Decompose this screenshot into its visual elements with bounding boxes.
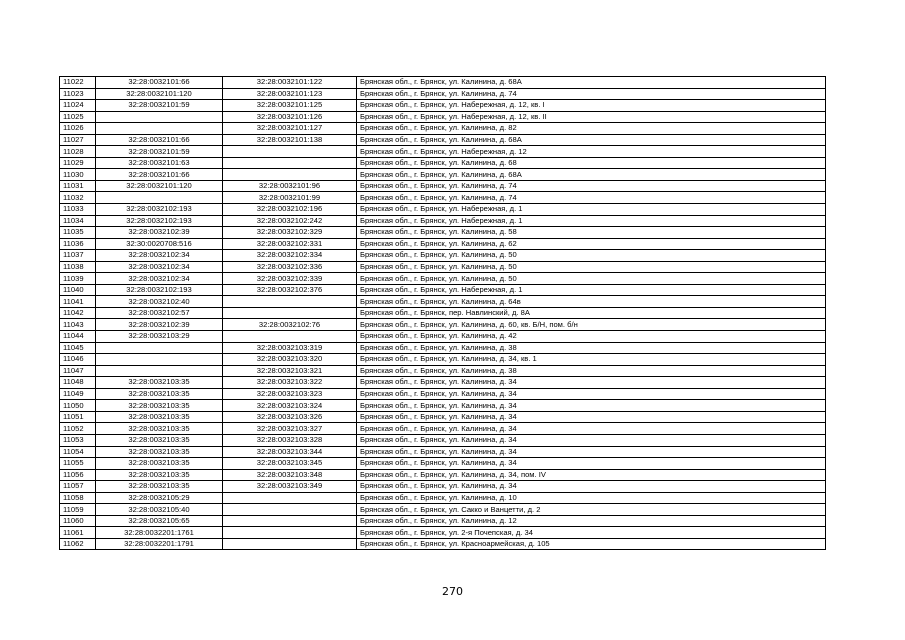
address-cell: Брянская обл., г. Брянск, ул. Набережная, д. 12, кв. II: [357, 111, 826, 123]
address-cell: Брянская обл., г. Брянск, ул. Набережная, д. 1: [357, 284, 826, 296]
row-number-cell: 11039: [60, 273, 96, 285]
address-cell: Брянская обл., г. Брянск, ул. Калинина, д. 38: [357, 342, 826, 354]
row-number-cell: 11050: [60, 400, 96, 412]
object-number-cell: [223, 157, 357, 169]
object-number-cell: 32:28:0032101:96: [223, 180, 357, 192]
address-cell: Брянская обл., г. Брянск, ул. Калинина, д. 34: [357, 423, 826, 435]
address-cell: Брянская обл., г. Брянск, ул. Калинина, д. 68А: [357, 169, 826, 181]
row-number-cell: 11043: [60, 319, 96, 331]
object-number-cell: 32:28:0032101:122: [223, 77, 357, 89]
cadastral-number-cell: 32:28:0032103:35: [96, 377, 223, 389]
address-cell: Брянская обл., г. Брянск, ул. Набережная, д. 12: [357, 146, 826, 158]
page-number: 270: [442, 585, 463, 598]
row-number-cell: 11040: [60, 284, 96, 296]
address-cell: Брянская обл., г. Брянск, ул. Калинина, д. 62: [357, 238, 826, 250]
table-row: [60, 261, 826, 273]
table-row: [60, 123, 826, 135]
cadastral-number-cell: [96, 365, 223, 377]
object-number-cell: [223, 538, 357, 550]
object-number-cell: 32:28:0032103:322: [223, 377, 357, 389]
address-cell: Брянская обл., г. Брянск, ул. Калинина, д. 68А: [357, 134, 826, 146]
object-number-cell: 32:28:0032102:336: [223, 261, 357, 273]
cadastral-number-cell: 32:28:0032101:120: [96, 88, 223, 100]
cadastral-number-cell: 32:28:0032101:66: [96, 77, 223, 89]
address-cell: Брянская обл., г. Брянск, ул. Калинина, д. 68: [357, 157, 826, 169]
address-cell: Брянская обл., г. Брянск, ул. Калинина, д. 34: [357, 388, 826, 400]
address-cell: Брянская обл., г. Брянск, ул. Калинина, д. 50: [357, 273, 826, 285]
table-row: [60, 169, 826, 181]
table-row: [60, 365, 826, 377]
table-row: [60, 504, 826, 516]
table-row: [60, 331, 826, 343]
table-row: [60, 434, 826, 446]
row-number-cell: 11041: [60, 296, 96, 308]
address-cell: Брянская обл., г. Брянск, ул. Калинина, д. 34: [357, 434, 826, 446]
table-row: [60, 423, 826, 435]
object-number-cell: [223, 515, 357, 527]
row-number-cell: 11054: [60, 446, 96, 458]
cadastral-number-cell: 32:28:0032103:35: [96, 446, 223, 458]
row-number-cell: 11048: [60, 377, 96, 389]
table-row: [60, 215, 826, 227]
object-number-cell: 32:28:0032103:327: [223, 423, 357, 435]
object-number-cell: 32:28:0032102:331: [223, 238, 357, 250]
row-number-cell: 11033: [60, 204, 96, 216]
object-number-cell: [223, 527, 357, 539]
cadastral-number-cell: 32:28:0032105:29: [96, 492, 223, 504]
row-number-cell: 11042: [60, 307, 96, 319]
address-cell: Брянская обл., г. Брянск, ул. Калинина, д. 74: [357, 192, 826, 204]
row-number-cell: 11047: [60, 365, 96, 377]
table-row: [60, 134, 826, 146]
object-number-cell: [223, 169, 357, 181]
address-cell: Брянская обл., г. Брянск, ул. 2-я Почепская, д. 34: [357, 527, 826, 539]
address-cell: Брянская обл., г. Брянск, ул. Набережная, д. 1: [357, 215, 826, 227]
row-number-cell: 11029: [60, 157, 96, 169]
cadastral-number-cell: 32:28:0032102:193: [96, 204, 223, 216]
row-number-cell: 11032: [60, 192, 96, 204]
object-number-cell: 32:28:0032102:376: [223, 284, 357, 296]
cadastral-number-cell: 32:28:0032101:66: [96, 134, 223, 146]
row-number-cell: 11060: [60, 515, 96, 527]
table-row: [60, 146, 826, 158]
table-row: [60, 238, 826, 250]
row-number-cell: 11024: [60, 100, 96, 112]
cadastral-number-cell: 32:28:0032101:66: [96, 169, 223, 181]
table-row: [60, 527, 826, 539]
row-number-cell: 11023: [60, 88, 96, 100]
object-number-cell: 32:28:0032102:242: [223, 215, 357, 227]
object-number-cell: 32:28:0032103:323: [223, 388, 357, 400]
table-row: [60, 157, 826, 169]
row-number-cell: 11051: [60, 411, 96, 423]
object-number-cell: 32:28:0032101:99: [223, 192, 357, 204]
row-number-cell: 11056: [60, 469, 96, 481]
object-number-cell: 32:28:0032103:326: [223, 411, 357, 423]
table-row: [60, 411, 826, 423]
table-row: [60, 319, 826, 331]
object-number-cell: 32:28:0032101:127: [223, 123, 357, 135]
cadastral-number-cell: 32:28:0032101:120: [96, 180, 223, 192]
cadastral-number-cell: 32:28:0032103:35: [96, 469, 223, 481]
object-number-cell: [223, 331, 357, 343]
cadastral-number-cell: 32:28:0032103:29: [96, 331, 223, 343]
row-number-cell: 11028: [60, 146, 96, 158]
table-row: [60, 250, 826, 262]
register-table: [59, 76, 826, 550]
cadastral-number-cell: [96, 354, 223, 366]
table-row: [60, 469, 826, 481]
object-number-cell: 32:28:0032103:349: [223, 481, 357, 493]
table-row: [60, 204, 826, 216]
row-number-cell: 11046: [60, 354, 96, 366]
cadastral-number-cell: 32:28:0032103:35: [96, 411, 223, 423]
address-cell: Брянская обл., г. Брянск, ул. Калинина, д. 10: [357, 492, 826, 504]
address-cell: Брянская обл., г. Брянск, ул. Калинина, д. 64в: [357, 296, 826, 308]
cadastral-number-cell: 32:28:0032103:35: [96, 400, 223, 412]
table-row: [60, 388, 826, 400]
row-number-cell: 11049: [60, 388, 96, 400]
object-number-cell: 32:28:0032102:329: [223, 227, 357, 239]
address-cell: Брянская обл., г. Брянск, ул. Калинина, д. 34, пом. IV: [357, 469, 826, 481]
address-cell: Брянская обл., г. Брянск, ул. Калинина, д. 50: [357, 250, 826, 262]
object-number-cell: 32:28:0032103:320: [223, 354, 357, 366]
address-cell: Брянская обл., г. Брянск, ул. Калинина, д. 34: [357, 481, 826, 493]
address-cell: Брянская обл., г. Брянск, ул. Калинина, д. 58: [357, 227, 826, 239]
cadastral-number-cell: 32:28:0032103:35: [96, 423, 223, 435]
table-row: [60, 538, 826, 550]
cadastral-number-cell: 32:28:0032103:35: [96, 388, 223, 400]
row-number-cell: 11038: [60, 261, 96, 273]
row-number-cell: 11044: [60, 331, 96, 343]
object-number-cell: 32:28:0032103:328: [223, 434, 357, 446]
address-cell: Брянская обл., г. Брянск, ул. Калинина, д. 74: [357, 88, 826, 100]
object-number-cell: 32:28:0032103:344: [223, 446, 357, 458]
row-number-cell: 11045: [60, 342, 96, 354]
row-number-cell: 11062: [60, 538, 96, 550]
table-row: [60, 192, 826, 204]
object-number-cell: 32:28:0032103:321: [223, 365, 357, 377]
object-number-cell: 32:28:0032103:319: [223, 342, 357, 354]
table-row: [60, 377, 826, 389]
row-number-cell: 11052: [60, 423, 96, 435]
address-cell: Брянская обл., г. Брянск, ул. Сакко и Ванцетти, д. 2: [357, 504, 826, 516]
address-cell: Брянская обл., г. Брянск, ул. Калинина, д. 74: [357, 180, 826, 192]
object-number-cell: 32:28:0032102:196: [223, 204, 357, 216]
cadastral-number-cell: 32:28:0032102:34: [96, 250, 223, 262]
address-cell: Брянская обл., г. Брянск, ул. Калинина, д. 38: [357, 365, 826, 377]
table-row: [60, 481, 826, 493]
cadastral-number-cell: [96, 123, 223, 135]
cadastral-number-cell: 32:28:0032101:59: [96, 146, 223, 158]
address-cell: Брянская обл., г. Брянск, ул. Набережная, д. 12, кв. I: [357, 100, 826, 112]
cadastral-number-cell: 32:28:0032105:65: [96, 515, 223, 527]
row-number-cell: 11036: [60, 238, 96, 250]
cadastral-number-cell: 32:28:0032102:34: [96, 273, 223, 285]
table-row: [60, 458, 826, 470]
row-number-cell: 11053: [60, 434, 96, 446]
object-number-cell: 32:28:0032102:334: [223, 250, 357, 262]
row-number-cell: 11059: [60, 504, 96, 516]
table-row: [60, 492, 826, 504]
object-number-cell: 32:28:0032101:125: [223, 100, 357, 112]
object-number-cell: 32:28:0032101:123: [223, 88, 357, 100]
object-number-cell: [223, 146, 357, 158]
cadastral-number-cell: 32:28:0032102:39: [96, 319, 223, 331]
address-cell: Брянская обл., г. Брянск, ул. Калинина, д. 34: [357, 458, 826, 470]
table-row: [60, 400, 826, 412]
row-number-cell: 11055: [60, 458, 96, 470]
table-row: [60, 77, 826, 89]
cadastral-number-cell: 32:28:0032105:40: [96, 504, 223, 516]
cadastral-number-cell: 32:28:0032101:59: [96, 100, 223, 112]
cadastral-number-cell: 32:28:0032101:63: [96, 157, 223, 169]
object-number-cell: [223, 504, 357, 516]
object-number-cell: 32:28:0032101:126: [223, 111, 357, 123]
address-cell: Брянская обл., г. Брянск, ул. Калинина, д. 68А: [357, 77, 826, 89]
cadastral-number-cell: 32:28:0032103:35: [96, 458, 223, 470]
row-number-cell: 11057: [60, 481, 96, 493]
address-cell: Брянская обл., г. Брянск, ул. Калинина, д. 50: [357, 261, 826, 273]
row-number-cell: 11058: [60, 492, 96, 504]
table-row: [60, 88, 826, 100]
cadastral-number-cell: 32:28:0032102:57: [96, 307, 223, 319]
cadastral-number-cell: 32:30:0020708:516: [96, 238, 223, 250]
object-number-cell: 32:28:0032103:345: [223, 458, 357, 470]
object-number-cell: 32:28:0032103:324: [223, 400, 357, 412]
row-number-cell: 11022: [60, 77, 96, 89]
table-row: [60, 273, 826, 285]
address-cell: Брянская обл., г. Брянск, ул. Калинина, д. 82: [357, 123, 826, 135]
table-row: [60, 180, 826, 192]
address-cell: Брянская обл., г. Брянск, ул. Калинина, д. 34: [357, 377, 826, 389]
cadastral-number-cell: 32:28:0032102:40: [96, 296, 223, 308]
table-row: [60, 307, 826, 319]
cadastral-number-cell: [96, 342, 223, 354]
cadastral-number-cell: 32:28:0032103:35: [96, 434, 223, 446]
cadastral-number-cell: 32:28:0032201:1761: [96, 527, 223, 539]
register-table-body: [60, 77, 826, 550]
cadastral-number-cell: 32:28:0032201:1791: [96, 538, 223, 550]
row-number-cell: 11031: [60, 180, 96, 192]
address-cell: Брянская обл., г. Брянск, ул. Калинина, д. 12: [357, 515, 826, 527]
address-cell: Брянская обл., г. Брянск, ул. Калинина, д. 60, кв. Б/Н, пом. б/н: [357, 319, 826, 331]
table-row: [60, 296, 826, 308]
object-number-cell: 32:28:0032102:76: [223, 319, 357, 331]
object-number-cell: [223, 307, 357, 319]
cadastral-number-cell: 32:28:0032103:35: [96, 481, 223, 493]
cadastral-number-cell: 32:28:0032102:193: [96, 284, 223, 296]
address-cell: Брянская обл., г. Брянск, ул. Калинина, д. 34: [357, 446, 826, 458]
object-number-cell: 32:28:0032101:138: [223, 134, 357, 146]
table-row: [60, 284, 826, 296]
address-cell: Брянская обл., г. Брянск, ул. Калинина, д. 34: [357, 411, 826, 423]
cadastral-number-cell: [96, 111, 223, 123]
object-number-cell: 32:28:0032102:339: [223, 273, 357, 285]
row-number-cell: 11037: [60, 250, 96, 262]
address-cell: Брянская обл., г. Брянск, ул. Калинина, д. 34: [357, 400, 826, 412]
row-number-cell: 11027: [60, 134, 96, 146]
row-number-cell: 11034: [60, 215, 96, 227]
row-number-cell: 11030: [60, 169, 96, 181]
address-cell: Брянская обл., г. Брянск, ул. Калинина, д. 34, кв. 1: [357, 354, 826, 366]
table-row: [60, 342, 826, 354]
row-number-cell: 11026: [60, 123, 96, 135]
table-row: [60, 227, 826, 239]
cadastral-number-cell: 32:28:0032102:34: [96, 261, 223, 273]
cadastral-number-cell: [96, 192, 223, 204]
address-cell: Брянская обл., г. Брянск, ул. Калинина, д. 42: [357, 331, 826, 343]
table-row: [60, 446, 826, 458]
address-cell: Брянская обл., г. Брянск, пер. Навлинский, д. 8А: [357, 307, 826, 319]
object-number-cell: [223, 492, 357, 504]
table-row: [60, 354, 826, 366]
object-number-cell: 32:28:0032103:348: [223, 469, 357, 481]
table-row: [60, 100, 826, 112]
address-cell: Брянская обл., г. Брянск, ул. Набережная, д. 1: [357, 204, 826, 216]
object-number-cell: [223, 296, 357, 308]
row-number-cell: 11025: [60, 111, 96, 123]
cadastral-number-cell: 32:28:0032102:193: [96, 215, 223, 227]
cadastral-number-cell: 32:28:0032102:39: [96, 227, 223, 239]
address-cell: Брянская обл., г. Брянск, ул. Красноармейская, д. 105: [357, 538, 826, 550]
table-row: [60, 111, 826, 123]
row-number-cell: 11035: [60, 227, 96, 239]
row-number-cell: 11061: [60, 527, 96, 539]
table-row: [60, 515, 826, 527]
